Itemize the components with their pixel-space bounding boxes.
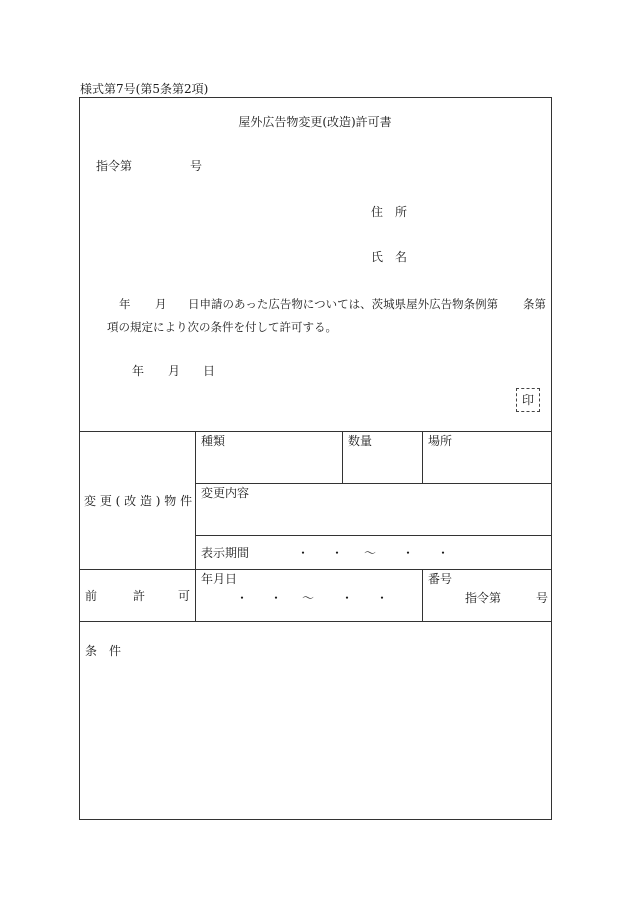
divider-line bbox=[195, 535, 552, 536]
directive-prefix: 指令第 bbox=[96, 159, 133, 173]
type-label: 種類 bbox=[201, 434, 226, 448]
divider-line bbox=[79, 431, 552, 432]
name-label: 氏 名 bbox=[371, 250, 408, 264]
period-mark: ～ bbox=[364, 546, 377, 560]
previous-permit-label-1: 前 bbox=[85, 589, 98, 603]
date-mark: ・ bbox=[270, 591, 283, 605]
body-article: 条第 bbox=[523, 297, 546, 311]
date-month: 月 bbox=[168, 364, 181, 378]
date-mark: ・ bbox=[376, 591, 389, 605]
divider-line bbox=[422, 431, 423, 483]
body-year: 年 bbox=[119, 297, 131, 311]
period-mark: ・ bbox=[297, 546, 310, 560]
permit-directive-prefix: 指令第 bbox=[465, 591, 502, 605]
divider-line bbox=[195, 483, 552, 484]
display-period-label: 表示期間 bbox=[201, 546, 250, 560]
quantity-label: 数量 bbox=[348, 434, 373, 448]
divider-line bbox=[79, 621, 552, 622]
form-frame bbox=[79, 97, 552, 820]
seal-stamp: 印 bbox=[516, 388, 540, 412]
conditions-label: 条 件 bbox=[85, 644, 122, 658]
body-text-main: 日申請のあった広告物については、茨城県屋外広告物条例第 bbox=[188, 297, 499, 311]
divider-line bbox=[79, 569, 552, 570]
permit-directive-suffix: 号 bbox=[536, 591, 549, 605]
date-year: 年 bbox=[132, 364, 145, 378]
permit-number-label: 番号 bbox=[428, 572, 453, 586]
date-mark: ・ bbox=[341, 591, 354, 605]
form-number-label: 様式第7号(第5条第2項) bbox=[80, 82, 209, 96]
body-text-line2: 項の規定により次の条件を付して許可する。 bbox=[107, 320, 337, 334]
divider-line bbox=[195, 431, 196, 621]
location-label: 場所 bbox=[428, 434, 453, 448]
change-section-label: 変 更 ( 改 造 ) 物 件 bbox=[84, 494, 193, 508]
body-month: 月 bbox=[155, 297, 167, 311]
permit-date-label: 年月日 bbox=[201, 572, 238, 586]
divider-line bbox=[342, 431, 343, 483]
previous-permit-label-2: 許 bbox=[133, 589, 146, 603]
previous-permit-label-3: 可 bbox=[178, 589, 191, 603]
document-title: 屋外広告物変更(改造)許可書 bbox=[238, 115, 392, 129]
change-content-label: 変更内容 bbox=[201, 486, 250, 500]
date-mark: ・ bbox=[236, 591, 249, 605]
divider-line bbox=[422, 569, 423, 621]
period-mark: ・ bbox=[402, 546, 415, 560]
period-mark: ・ bbox=[437, 546, 450, 560]
date-day: 日 bbox=[203, 364, 216, 378]
directive-suffix: 号 bbox=[190, 159, 203, 173]
period-mark: ・ bbox=[331, 546, 344, 560]
date-mark: ～ bbox=[302, 591, 315, 605]
address-label: 住 所 bbox=[371, 205, 408, 219]
